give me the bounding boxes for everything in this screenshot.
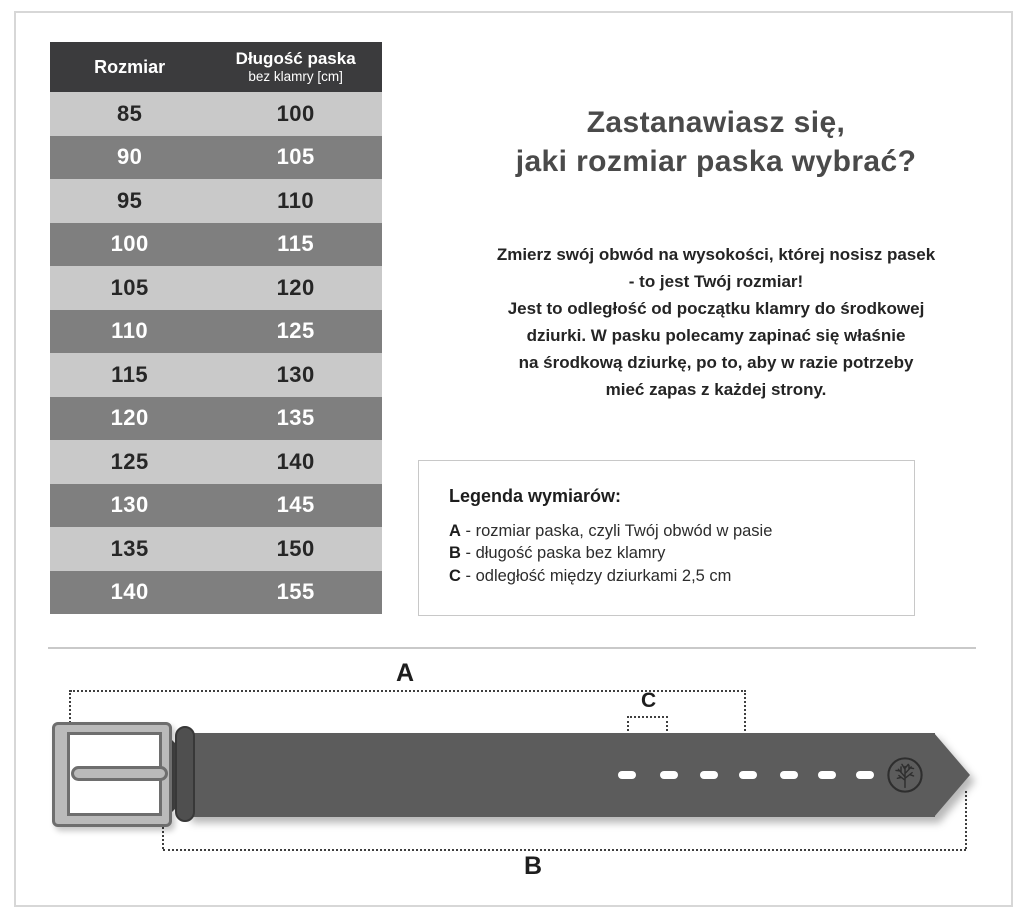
size-cell: 110 [111, 318, 149, 344]
column-header-dlugosc-line2: bez klamry [cm] [248, 69, 343, 85]
intro-text [420, 241, 1012, 403]
table-row [50, 397, 382, 441]
length-cell: 125 [276, 318, 315, 344]
size-cell: 120 [110, 405, 149, 431]
legend-item [449, 542, 894, 564]
size-cell: 105 [110, 274, 149, 300]
length-cell: 140 [276, 448, 315, 474]
buckle-prong [71, 766, 168, 781]
table-row [50, 527, 382, 571]
dimension-line-c [627, 716, 668, 718]
length-cell: 130 [276, 361, 315, 387]
legend-title: Legenda wymiarów: [449, 486, 622, 506]
belt-hole [739, 771, 757, 779]
belt-hole [780, 771, 798, 779]
intro-line: dziurki. W pasku polecamy zapinać się właśnie [526, 326, 906, 345]
size-cell: 85 [116, 100, 143, 126]
size-cell: 90 [116, 144, 143, 170]
length-cell: 155 [276, 579, 315, 605]
size-cell: 95 [116, 187, 143, 213]
legend-item-text: - odległość między dziurkami 2,5 cm [460, 566, 732, 585]
legend-item-text: - rozmiar paska, czyli Twój obwód w pasie [460, 522, 773, 540]
legend-items [449, 520, 894, 587]
size-cell: 140 [110, 579, 149, 605]
page-title-line2: jaki rozmiar paska wybrać? [515, 145, 917, 178]
size-table-body [50, 92, 382, 614]
legend-item-key: A [449, 522, 461, 540]
table-row [50, 179, 382, 223]
page-title [420, 103, 1012, 181]
dimension-label-c: C [641, 689, 657, 712]
belt-hole [700, 771, 718, 779]
legend-item-key: C [449, 566, 461, 585]
intro-line: Zmierz swój obwód na wysokości, której nosisz pasek [496, 245, 936, 264]
dimension-line-a-left-riser [69, 690, 71, 723]
column-header-dlugosc [209, 49, 382, 84]
page-title-line1: Zastanawiasz się, [586, 106, 846, 139]
belt-hole [618, 771, 636, 779]
belt-strap [186, 733, 970, 817]
legend-item-key: B [449, 544, 461, 563]
size-cell: 135 [110, 535, 149, 561]
belt-hole [818, 771, 836, 779]
dimension-label-b: B [524, 852, 543, 880]
tree-badge-icon [886, 756, 924, 794]
table-row [50, 484, 382, 528]
intro-line: Jest to odległość od początku klamry do środkowej [507, 299, 925, 318]
size-cell: 125 [110, 448, 149, 474]
size-table-header [50, 42, 382, 92]
section-divider [48, 647, 976, 649]
length-cell: 100 [276, 100, 315, 126]
intro-line: - to jest Twój rozmiar! [628, 272, 804, 291]
table-row [50, 310, 382, 354]
length-cell: 120 [276, 274, 315, 300]
legend-item-text: - długość paska bez klamry [460, 544, 666, 563]
table-row [50, 92, 382, 136]
length-cell: 115 [277, 231, 315, 257]
size-cell: 115 [111, 361, 149, 387]
length-cell: 145 [276, 492, 315, 518]
intro-line: na środkową dziurkę, po to, aby w razie potrzeby [518, 353, 914, 372]
size-cell: 100 [110, 231, 149, 257]
belt-strap-tip [934, 733, 970, 817]
dimension-label-a: A [396, 659, 415, 687]
table-row [50, 136, 382, 180]
length-cell: 150 [276, 535, 315, 561]
belt-buckle [52, 722, 172, 827]
table-row [50, 571, 382, 615]
legend-item [449, 565, 894, 587]
column-header-dlugosc-line1: Długość paska [235, 49, 356, 69]
belt-size-table [50, 42, 382, 614]
legend-box [418, 460, 915, 616]
belt-hole [660, 771, 678, 779]
belt-keeper-loop [175, 726, 195, 822]
table-row [50, 266, 382, 310]
length-cell: 110 [277, 187, 315, 213]
dimension-line-b [163, 849, 966, 851]
length-cell: 105 [276, 144, 315, 170]
dimension-line-b-left-riser [162, 827, 164, 849]
legend-item [449, 520, 894, 542]
table-row [50, 353, 382, 397]
table-row [50, 440, 382, 484]
dimension-line-a [70, 690, 746, 692]
length-cell: 135 [276, 405, 315, 431]
size-cell: 130 [110, 492, 149, 518]
intro-line: mieć zapas z każdej strony. [605, 380, 827, 399]
belt-hole [856, 771, 874, 779]
column-header-rozmiar: Rozmiar [94, 56, 166, 77]
table-row [50, 223, 382, 267]
